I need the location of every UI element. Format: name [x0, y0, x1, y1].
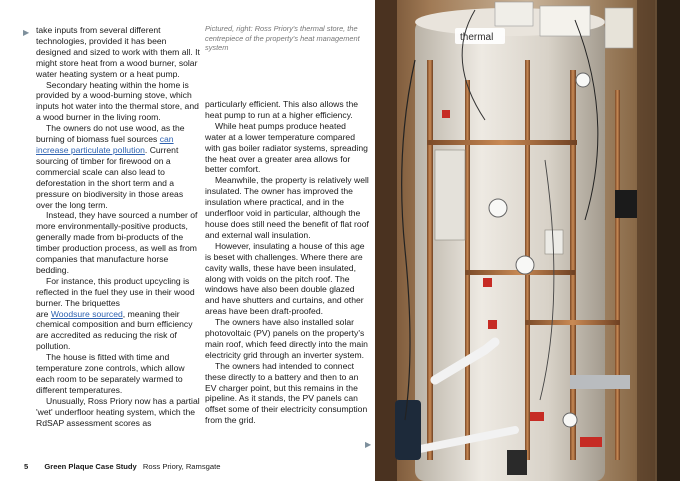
- column1-paragraph: [36, 309, 200, 353]
- paragraph-text: are: [36, 308, 51, 319]
- paragraph-text: The owners do not use wood, as the burning of biomass fuel sources: [36, 123, 185, 145]
- column2-paragraph: Meanwhile, the property is relatively well insulated. The owner has improved the insulation where practical, and in the underfloor void in particular, although the house does still need the benefit of flat roof and external wall insulation.: [205, 175, 369, 240]
- tank-brand-label: thermal: [460, 32, 494, 43]
- column1-paragraph: The house is fitted with time and temperature zone controls, which allow each room to be separately warmed to different temperatures.: [36, 352, 185, 395]
- series-title: Green Plaque Case Study: [44, 462, 137, 471]
- thermal-store-photo: [375, 0, 680, 481]
- column1-paragraph: [36, 123, 200, 210]
- page-number: 5: [24, 462, 29, 471]
- column1-paragraph: take inputs from several different technologies, provided it has been designed and sized to work with them all. It might store heat from a wood burner, solar water heating system or a heat pump.: [36, 25, 200, 79]
- inline-link[interactable]: Woodsure sourced: [50, 308, 123, 319]
- next-page-arrow-icon[interactable]: ▶: [365, 440, 372, 449]
- column2-paragraph: The owners had intended to connect these directly to a battery and then to an EV charger point, but this remains in the pipeline. As it stands, the PV panels can offset some of their electricity consumption from the grid.: [205, 360, 368, 426]
- text-column-1: [36, 25, 200, 429]
- continued-arrow-icon: ▶: [23, 28, 30, 37]
- column2-paragraph: While heat pumps produce heated water at a lower temperature compared with gas boiler radiator systems, spreading the heat over a greater area allows for better comfort.: [205, 120, 368, 175]
- column1-paragraph: Unusually, Ross Priory now has a partial 'wet' underfloor heating system, which the RdSAP assessment scores as: [36, 395, 200, 428]
- page-footer: [24, 462, 220, 471]
- inline-link[interactable]: can increase particulate pollution: [36, 134, 174, 155]
- paragraph-text: . Current sourcing of timber for firewood on a commercial scale can also lead to deforestation in the short term and a pressure on biodiversity in those areas over the long term.: [36, 144, 184, 210]
- column2-paragraph: The owners have also installed solar photovoltaic (PV) panels on the property's main roof, which feed directly into the main electricity grid through an inverter system.: [205, 317, 368, 360]
- location-title: Ross Priory, Ramsgate: [142, 462, 221, 471]
- column1-paragraph: Secondary heating within the home is provided by a wood-burning stove, which inputs hot water into the thermal store, and a wood burner in the living room.: [36, 79, 199, 123]
- column1-paragraph: Instead, they have sourced a number of more environmentally-positive products, generally made from bi-products of the timber production process, as well as from companies that manufacture horse bedding.: [36, 210, 198, 275]
- text-column-2: [205, 99, 369, 426]
- photo-caption: Pictured, right: Ross Priory's thermal store, the centrepiece of the property's heat management system: [205, 24, 360, 53]
- thermal-store-illustration: [375, 0, 680, 481]
- column1-paragraph: For instance, this product upcycling is reflected in the fuel they use in their wood burner. The briquettes: [36, 275, 195, 308]
- column2-paragraph: particularly efficient. This also allows the heat pump to run at a higher efficiency.: [205, 99, 359, 120]
- paragraph-text: , meaning their chemical composition and burn efficiency are accredited as reducing the risk of pollution.: [36, 308, 193, 352]
- column2-paragraph: However, insulating a house of this age is beset with challenges. Where there are cavity walls, these have been insulated, along with voids on the pitch roof. The windows have also been double glazed and have shutters and curtains, and other areas have been draft-proofed.: [205, 240, 365, 317]
